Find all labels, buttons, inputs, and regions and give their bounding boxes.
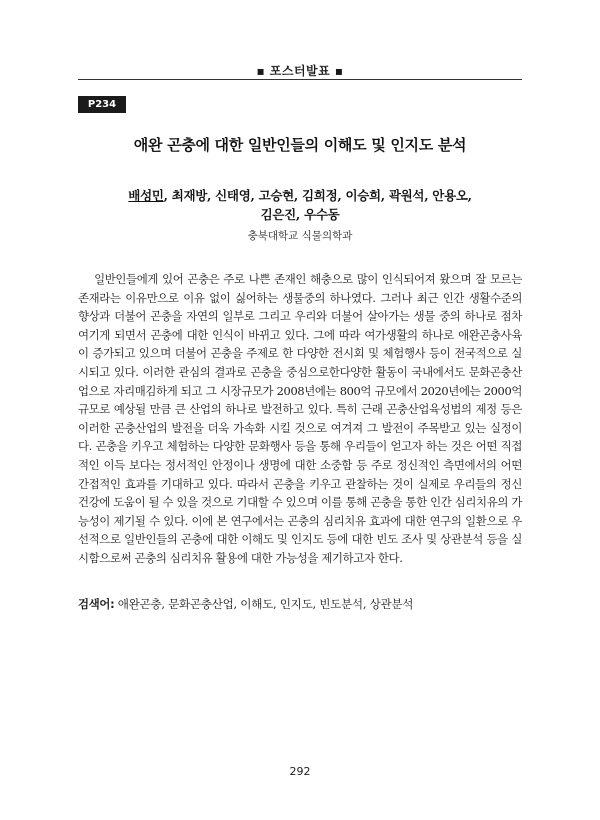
abstract-text: 일반인들에게 있어 곤충은 주로 나쁜 존재인 해충으로 많이 인식되어져 왔으며 잘 모르는 존재라는 이유만으로 이유 없이 싫어하는 생물중의 하나였다. 그러나 최근 인간 생활수준의 향상과 더불어 곤충을 자연의 일부로 그리고 우리와 더불어 살아가는 생물 중의 하나로 점차 여기게 되면서 곤충에 대한 인식이 바뀌고 있다. 그에 따라 여가생활의 하나로 애완곤충사육이 증가되고 있으며 더불어 곤충을 주제로 한 다양한 전시회 및 체험행사 등이 전국적으로 실시되고 있다. 이러한 관심의 결과로 곤충을 중심으로한다양한 활동이 국내에서도 문화곤충산업으로 자리매김하게 되고 그 시장규모가 2008년에는 800억 규모에서 2020년에는 2000억 규모로 예상될 만큼 큰 산업의 하나로 발전하고 있다. 특히 근래 곤충산업육성법의 제정 등은 이러한 곤충산업의 발전을 더욱 가속화 시킬 것으로 여겨져 그 발전이 주목받고 있는 실정이다. 곤충을 키우고 체험하는 다양한 문화행사 등을 통해 우리들이 얻고자 하는 것은 어떤 직접적인 이득 보다는 정서적인 안정이나 생명에 대한 소중함 등 주로 정신적인 측면에서의 어떤 간접적인 효과를 기대하고 있다. 따라서 곤충을 키우고 관찰하는 것이 실제로 우리들의 정신 건강에 도움이 될 수 있을 것으로 기대할 수 있으며 이를 통해 곤충을 통한 인간 심리치유의 가능성이 제기될 수 있다. 이에 본 연구에서는 곤충의 심리치유 효과에 대한 연구의 일환으로 우선적으로 일반인들의 곤충에 대한 이해도 및 인지도 등에 대한 빈도 조사 및 상관분석 등을 실시함으로써 곤충의 심리치유 활용에 대한 가능성을 제기하고자 한다.	[78, 272, 522, 565]
poster-code-badge: P234	[78, 96, 126, 113]
keywords-label: 검색어:	[78, 597, 115, 611]
co-authors-line1: , 최재방, 신태영, 고승현, 김희정, 이승희, 곽원석, 안용오,	[163, 188, 472, 203]
paper-title: 애완 곤충에 대한 일반인들의 이해도 및 인지도 분석	[133, 136, 467, 154]
presenting-author: 배성민	[128, 188, 164, 203]
keywords-text: 애완곤충, 문화곤충산업, 이해도, 인지도, 빈도분석, 상관분석	[114, 597, 414, 611]
co-authors-line2: 김은진, 우수동	[260, 207, 340, 222]
header-divider	[78, 79, 522, 80]
author-list	[78, 186, 522, 224]
section-label: ▪ 포스터발표 ▪	[256, 64, 344, 78]
keywords	[78, 595, 522, 613]
page-number: 292	[289, 765, 311, 778]
abstract-body	[78, 270, 522, 568]
affiliation: 충북대학교 식물의학과	[247, 230, 353, 242]
